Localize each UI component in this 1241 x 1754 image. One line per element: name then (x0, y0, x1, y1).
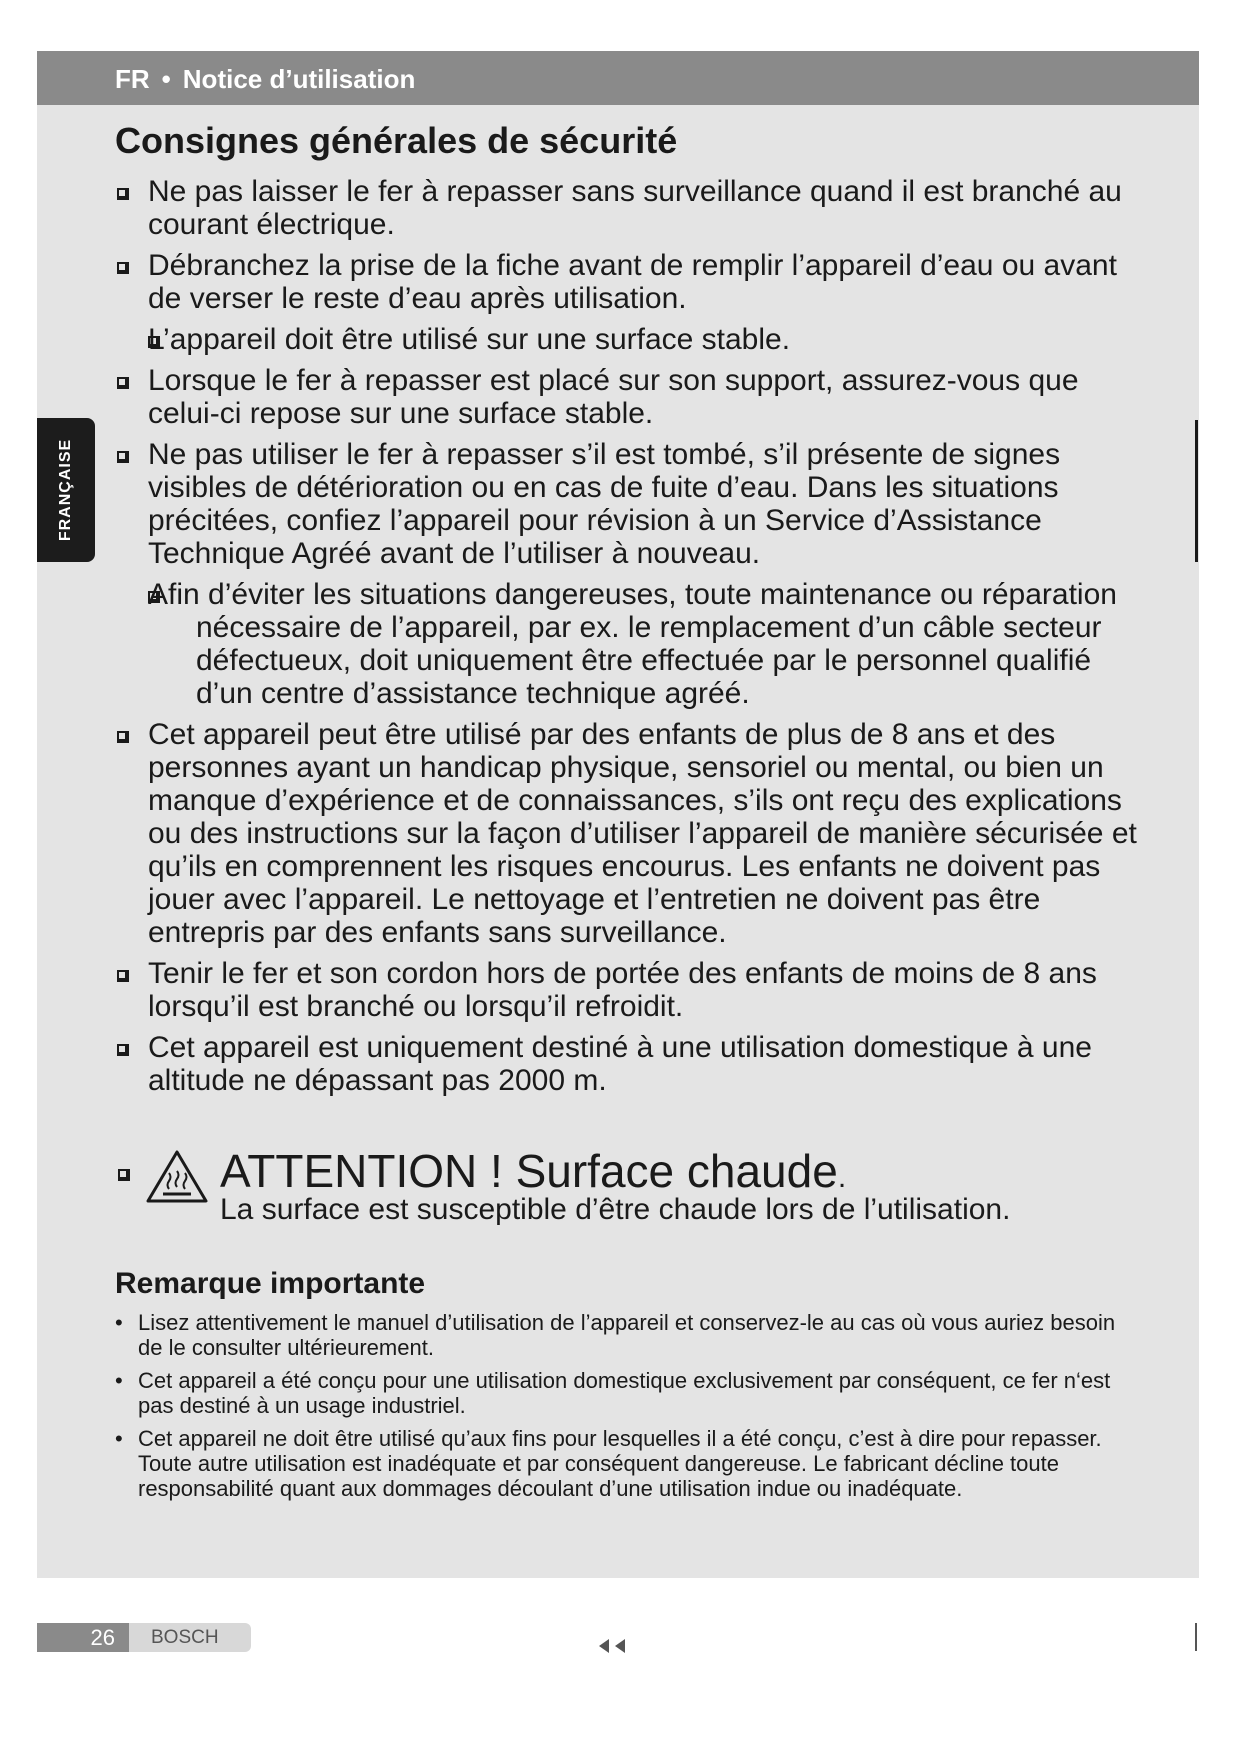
header-title: Notice d’utilisation (182, 64, 416, 94)
checkbox-bullet-icon (117, 451, 129, 463)
checkbox-bullet-icon (117, 188, 129, 200)
list-item (115, 364, 1145, 430)
list-item (115, 1031, 1145, 1097)
notes-list (115, 1310, 1125, 1509)
list-item (115, 249, 1145, 315)
list-item-text: Tenir le fer et son cordon hors de portée des enfants de moins de 8 ans lorsqu’il est branché ou lorsqu’il refroidit. (148, 957, 1097, 1023)
list-item-text: Cet appareil ne doit être utilisé qu’aux fins pour lesquelles il a été conçu, c’est à dire pour repasser. Toute autre utilisation est inadéquate et par conséquent dangereuse. Le fabricant décline toute responsabilité quant aux dommages découlant d’une utilisation indue ou inadéquate. (138, 1426, 1102, 1501)
hot-surface-warning (115, 1145, 1145, 1225)
language-tab-label: FRANÇAISE (57, 438, 74, 542)
section-title: Consignes générales de sécurité (115, 120, 678, 161)
list-item-text: Ne pas utiliser le fer à repasser s’il est tombé, s’il présente de signes visibles de détérioration ou en cas de fuite d’eau. Dans les situations précitées, confiez l’appareil pour révision à un Service d’Assistance Technique Agréé avant de l’utiliser à nouveau. (148, 438, 1061, 570)
bullet-icon: • (115, 1368, 123, 1393)
list-item (115, 957, 1145, 1023)
brand-label: BOSCH (129, 1623, 251, 1652)
list-item-text: Afin d’éviter les situations dangereuses, toute maintenance ou réparation nécessaire de l’appareil, par ex. le remplacement d’un câble secteur défectueux, doit uniquement être effectuée par le personnel qualifié d’un centre d’assistance technique agréé. (148, 578, 1117, 710)
checkbox-bullet-icon (148, 591, 160, 603)
checkbox-bullet-icon (117, 377, 129, 389)
checkbox-bullet-icon (117, 731, 129, 743)
attention-body: La surface est susceptible d’être chaude lors de l’utilisation. (220, 1193, 1011, 1226)
list-item (115, 718, 1145, 949)
list-item (115, 323, 1145, 356)
list-item-text: Cet appareil est uniquement destiné à une utilisation domestique à une altitude ne dépassant pas 2000 m. (148, 1031, 1092, 1097)
list-item (115, 1426, 1125, 1501)
list-item (115, 438, 1145, 570)
safety-list (115, 175, 1145, 1105)
bullet-icon: • (115, 1426, 123, 1451)
list-item-text: Lorsque le fer à repasser est placé sur son support, assurez-vous que celui-ci repose sur une surface stable. (148, 364, 1079, 430)
attention-title: ATTENTION ! Surface chaude. (220, 1145, 847, 1197)
checkbox-bullet-icon (117, 970, 129, 982)
list-item-text: Cet appareil a été conçu pour une utilisation domestique exclusivement par conséquent, ce fer n‘est pas destiné à un usage industriel. (138, 1368, 1111, 1418)
right-margin-rule (1195, 420, 1198, 562)
list-item (115, 1368, 1125, 1418)
checkbox-bullet-icon (117, 1044, 129, 1056)
list-item-text: Ne pas laisser le fer à repasser sans surveillance quand il est branché au courant électrique. (148, 175, 1122, 241)
checkbox-bullet-icon (117, 262, 129, 274)
list-item-text: Débranchez la prise de la fiche avant de remplir l’appareil d’eau ou avant de verser le reste d’eau après utilisation. (148, 249, 1117, 315)
list-item-text: L’appareil doit être utilisé sur une surface stable. (148, 323, 791, 356)
header-lang: FR (115, 64, 150, 94)
hot-surface-warning-icon (145, 1149, 209, 1205)
list-item (115, 1310, 1125, 1360)
bullet-icon: • (115, 1310, 123, 1335)
list-item-text: Cet appareil peut être utilisé par des enfants de plus de 8 ans et des personnes ayant un handicap physique, sensoriel ou mental, ou bien un manque d’expérience et de connaissances, s’ils ont reçu des explications ou des instructions sur la façon d’utiliser l’appareil de manière sécurisée et qu’ils en comprennent les risques encourus. Les enfants ne doivent pas jouer avec l’appareil. Le nettoyage et l’entretien ne doivent pas être entrepris par des enfants sans surveillance. (148, 718, 1137, 949)
header-separator: • (161, 64, 171, 94)
list-item (115, 175, 1145, 241)
page-number: 26 (37, 1623, 129, 1652)
list-item (115, 578, 1145, 710)
notes-title: Remarque importante (115, 1267, 426, 1300)
checkbox-bullet-icon (118, 1169, 130, 1181)
language-tab (37, 418, 95, 562)
list-item-text: Lisez attentivement le manuel d’utilisation de l’appareil et conservez-le au cas où vous auriez besoin de le consulter ultérieurement. (138, 1310, 1116, 1360)
double-left-arrow-icon[interactable] (597, 1638, 629, 1654)
page-header (115, 64, 415, 95)
checkbox-bullet-icon (148, 336, 160, 348)
footer-rule (1195, 1623, 1197, 1651)
